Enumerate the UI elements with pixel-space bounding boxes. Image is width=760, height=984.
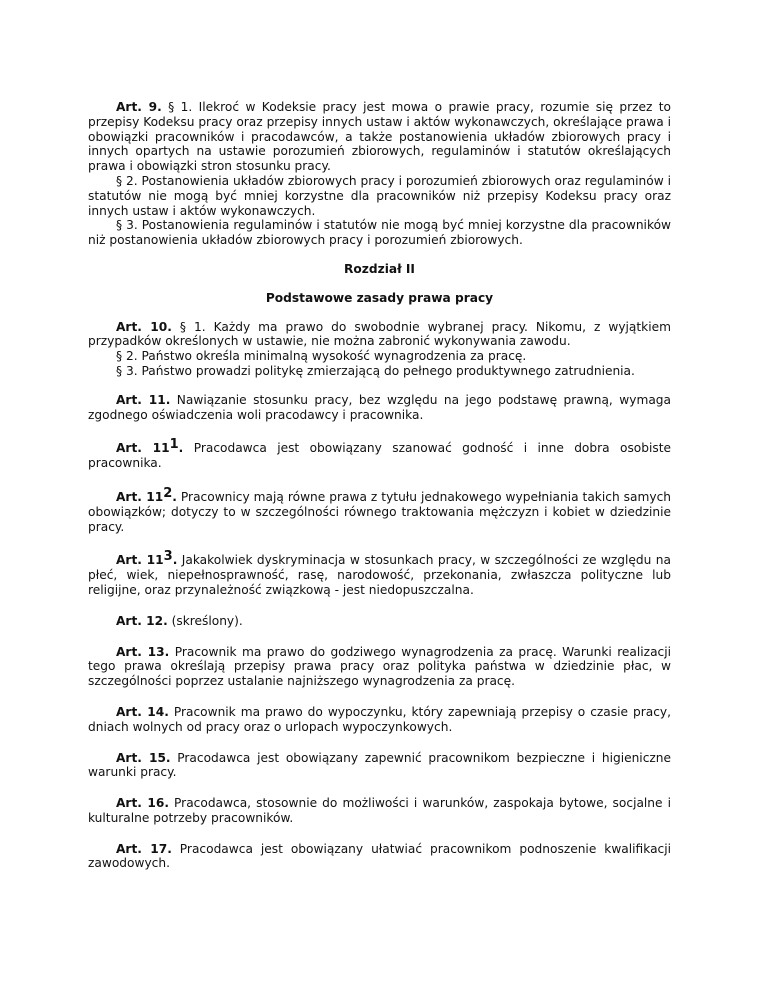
article-11-2-label: Art. 11 <box>116 489 164 504</box>
article-10-label: Art. 10. <box>116 319 172 334</box>
chapter-title: Podstawowe zasady prawa pracy <box>265 290 494 305</box>
article-9-paragraph-3 <box>88 218 671 248</box>
article-11-3-text: Jakakolwiek dyskryminacja w stosunkach pracy, w szczególności ze względu na płeć, wiek, niepełnosprawność, rasę, narodowość, przekonania, zwłaszcza polityczne lub religijne, oraz przynależność związkową - jest niedopuszczalna. <box>88 553 671 597</box>
article-12-text: (skreślony). <box>171 613 243 628</box>
article-15-text: Pracodawca jest obowiązany zapewnić pracownikom bezpieczne i higieniczne warunki pracy. <box>88 750 672 780</box>
article-11-text: Nawiązanie stosunku pracy, bez względu na jego podstawę prawną, wymaga zgodnego oświadczenia woli pracodawcy i pracownika. <box>88 392 671 422</box>
article-14-label: Art. 14. <box>116 704 169 719</box>
article-10-paragraph-2 <box>88 349 671 364</box>
article-11-1-superscript: 1 <box>169 437 179 453</box>
article-11-3-label: Art. 11 <box>116 553 164 568</box>
article-14-text: Pracownik ma prawo do wypoczynku, który zapewniają przepisy o czasie pracy, dniach wolnych od pracy oraz o urlopach wypoczynkowych. <box>88 704 671 734</box>
article-10-paragraph-1 <box>88 320 671 350</box>
article-17-text: Pracodawca jest obowiązany ułatwiać pracownikom podnoszenie kwalifikacji zawodowych. <box>88 841 672 871</box>
article-13 <box>88 645 671 689</box>
document-page <box>88 100 671 871</box>
article-13-label: Art. 13. <box>116 644 170 659</box>
article-11 <box>88 393 671 423</box>
article-10-text-1: § 1. Każdy ma prawo do swobodnie wybranej pracy. Nikomu, z wyjątkiem przypadków określonych w ustawie, nie można zabronić wykonywania zawodu. <box>88 319 671 349</box>
article-9-label: Art. 9. <box>116 100 162 114</box>
article-14 <box>88 705 671 735</box>
article-11-1-label: Art. 11 <box>116 441 170 456</box>
article-12 <box>88 614 671 629</box>
article-15 <box>88 751 671 781</box>
article-9-text-1: § 1. Ilekroć w Kodeksie pracy jest mowa o prawie pracy, rozumie się przez to przepisy Kodeksu pracy oraz przepisy innych ustaw i aktów wykonawczych, określające prawa i obowiązki pracowników i pracodawców, a także postanowienia układów zbiorowych pracy i innych opartych na ustawie porozumień zbiorowych, regulaminów i statutów określających prawa i obowiązki stron stosunku pracy. <box>88 100 671 174</box>
article-16 <box>88 796 671 826</box>
article-9-paragraph-2 <box>88 174 671 218</box>
article-15-label: Art. 15. <box>116 750 171 765</box>
article-10-text-2: § 2. Państwo określa minimalną wysokość wynagrodzenia za pracę. <box>116 349 527 364</box>
article-11-2-text: Pracownicy mają równe prawa z tytułu jednakowego wypełniania takich samych obowiązków; dotyczy to w szczególności równego traktowania mężczyzn i kobiet w dziedzinie pracy. <box>88 489 671 534</box>
article-10-text-3: § 3. Państwo prowadzi politykę zmierzającą do pełnego produktywnego zatrudnienia. <box>116 363 635 378</box>
article-9-paragraph-1 <box>88 100 671 174</box>
article-12-label: Art. 12. <box>116 613 168 628</box>
article-11-2 <box>88 485 671 534</box>
article-11-label: Art. 11. <box>116 392 171 407</box>
article-9-text-3: § 3. Postanowienia regulaminów i statutów nie mogą być mniej korzystne dla pracowników niż postanowienia układów zbiorowych pracy i porozumień zbiorowych. <box>88 218 671 248</box>
article-9-text-2: § 2. Postanowienia układów zbiorowych pracy i porozumień zbiorowych oraz regulaminów i statutów nie mogą być mniej korzystne dla pracowników niż przepisy Kodeksu pracy oraz innych ustaw i aktów wykonawczych. <box>88 173 671 218</box>
article-11-3-dot: . <box>172 553 178 568</box>
article-11-3 <box>88 549 671 597</box>
article-17 <box>88 842 671 872</box>
article-11-1-dot: . <box>178 441 184 456</box>
chapter-number: Rozdział II <box>344 261 415 276</box>
article-10-paragraph-3 <box>88 364 671 379</box>
article-16-text: Pracodawca, stosownie do możliwości i warunków, zaspokaja bytowe, socjalne i kulturalne potrzeby pracowników. <box>88 796 672 825</box>
article-11-1-text: Pracodawca jest obowiązany szanować godność i inne dobra osobiste pracownika. <box>88 441 672 471</box>
article-11-3-superscript: 3 <box>163 549 173 565</box>
article-11-2-dot: . <box>172 489 177 504</box>
article-16-label: Art. 16. <box>116 796 169 811</box>
article-11-1 <box>88 437 672 471</box>
article-17-label: Art. 17. <box>116 841 172 856</box>
article-11-2-superscript: 2 <box>163 485 173 501</box>
article-13-text: Pracownik ma prawo do godziwego wynagrodzenia za pracę. Warunki realizacji tego prawa określają przepisy prawa pracy oraz polityka państwa w dziedzinie płac, w szczególności poprzez ustalanie najniższego wynagrodzenia za pracę. <box>88 644 672 689</box>
